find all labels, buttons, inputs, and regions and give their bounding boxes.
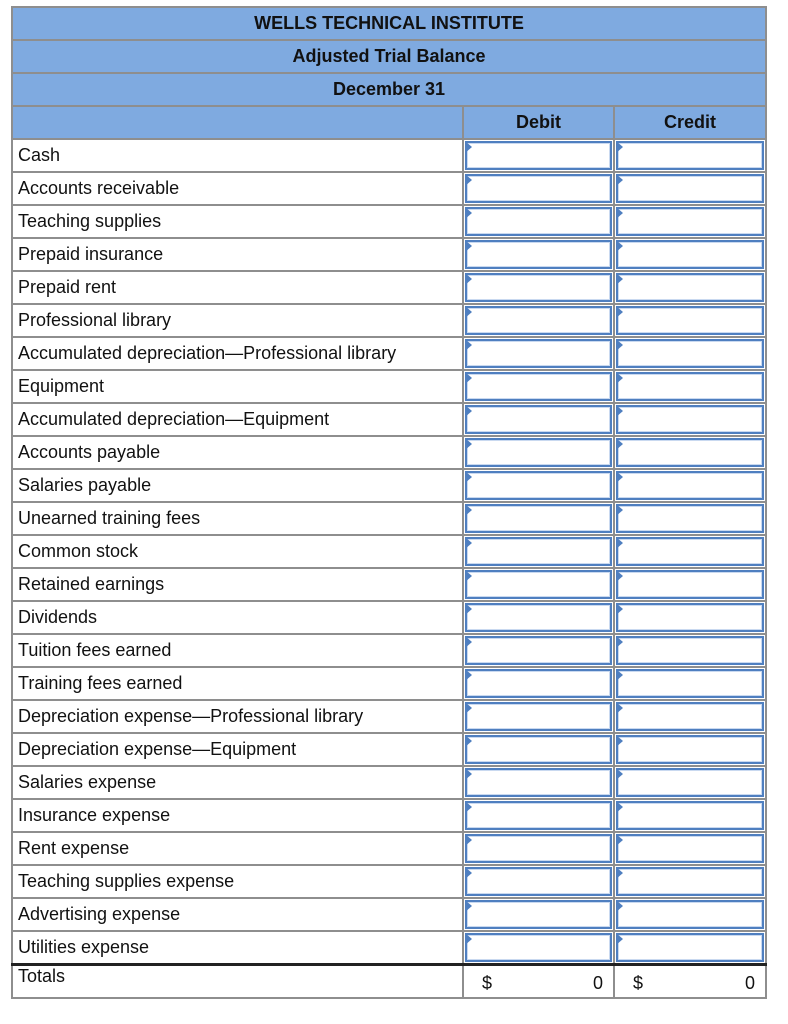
account-column-header [12, 106, 463, 139]
input-marker-icon [616, 570, 623, 582]
debit-input[interactable] [465, 636, 612, 665]
input-marker-icon [465, 306, 472, 318]
account-row [12, 667, 766, 700]
credit-input[interactable] [616, 570, 764, 599]
input-marker-icon [465, 207, 472, 219]
account-row [12, 271, 766, 304]
input-marker-icon [465, 141, 472, 153]
input-marker-icon [616, 405, 623, 417]
debit-input[interactable] [465, 372, 612, 401]
account-name: Accounts receivable [12, 172, 463, 205]
input-marker-icon [616, 867, 623, 879]
account-row [12, 766, 766, 799]
credit-input[interactable] [616, 504, 764, 533]
credit-input[interactable] [616, 306, 764, 335]
account-name: Rent expense [12, 832, 463, 865]
input-marker-icon [616, 339, 623, 351]
account-row [12, 205, 766, 238]
input-marker-icon [465, 471, 472, 483]
account-row [12, 799, 766, 832]
credit-input[interactable] [616, 636, 764, 665]
input-marker-icon [465, 174, 472, 186]
account-row [12, 370, 766, 403]
input-marker-icon [465, 438, 472, 450]
account-row [12, 634, 766, 667]
input-marker-icon [616, 240, 623, 252]
debit-input[interactable] [465, 405, 612, 434]
account-name: Advertising expense [12, 898, 463, 931]
debit-input[interactable] [465, 933, 612, 962]
debit-input[interactable] [465, 702, 612, 731]
account-name: Depreciation expense—Equipment [12, 733, 463, 766]
account-row [12, 535, 766, 568]
input-marker-icon [465, 768, 472, 780]
credit-input[interactable] [616, 273, 764, 302]
credit-input[interactable] [616, 834, 764, 863]
account-name: Tuition fees earned [12, 634, 463, 667]
account-name: Utilities expense [12, 931, 463, 965]
debit-input[interactable] [465, 438, 612, 467]
input-marker-icon [616, 603, 623, 615]
credit-input[interactable] [616, 669, 764, 698]
debit-input[interactable] [465, 603, 612, 632]
debit-input[interactable] [465, 834, 612, 863]
credit-input[interactable] [616, 768, 764, 797]
account-name: Insurance expense [12, 799, 463, 832]
account-row [12, 865, 766, 898]
debit-input[interactable] [465, 273, 612, 302]
input-marker-icon [616, 471, 623, 483]
credit-input[interactable] [616, 801, 764, 830]
debit-currency: $ [482, 973, 493, 993]
debit-input[interactable] [465, 900, 612, 929]
input-marker-icon [465, 240, 472, 252]
debit-input[interactable] [465, 735, 612, 764]
account-name: Prepaid rent [12, 271, 463, 304]
account-row [12, 601, 766, 634]
account-name: Common stock [12, 535, 463, 568]
debit-input[interactable] [465, 207, 612, 236]
credit-total: 0 [745, 973, 756, 993]
input-marker-icon [616, 933, 623, 945]
account-name: Accumulated depreciation—Equipment [12, 403, 463, 436]
debit-input[interactable] [465, 339, 612, 368]
statement-title: Adjusted Trial Balance [12, 40, 766, 73]
credit-input[interactable] [616, 735, 764, 764]
input-marker-icon [465, 405, 472, 417]
debit-input[interactable] [465, 669, 612, 698]
account-row [12, 139, 766, 172]
debit-input[interactable] [465, 504, 612, 533]
input-marker-icon [465, 636, 472, 648]
account-row [12, 832, 766, 865]
input-marker-icon [616, 273, 623, 285]
credit-input[interactable] [616, 471, 764, 500]
debit-input[interactable] [465, 141, 612, 170]
credit-input[interactable] [616, 207, 764, 236]
credit-input[interactable] [616, 405, 764, 434]
totals-row [12, 965, 766, 999]
account-row [12, 436, 766, 469]
account-row [12, 304, 766, 337]
input-marker-icon [616, 504, 623, 516]
account-row [12, 337, 766, 370]
input-marker-icon [465, 801, 472, 813]
input-marker-icon [465, 603, 472, 615]
account-name: Professional library [12, 304, 463, 337]
totals-label: Totals [12, 965, 463, 999]
account-name: Depreciation expense—Professional library [12, 700, 463, 733]
company-name: WELLS TECHNICAL INSTITUTE [12, 7, 766, 40]
debit-column-header: Debit [463, 106, 614, 139]
account-row [12, 568, 766, 601]
credit-input[interactable] [616, 141, 764, 170]
account-row [12, 733, 766, 766]
account-name: Retained earnings [12, 568, 463, 601]
credit-input[interactable] [616, 240, 764, 269]
input-marker-icon [616, 306, 623, 318]
account-name: Prepaid insurance [12, 238, 463, 271]
input-marker-icon [465, 702, 472, 714]
statement-date: December 31 [12, 73, 766, 106]
account-name: Training fees earned [12, 667, 463, 700]
debit-input[interactable] [465, 867, 612, 896]
input-marker-icon [616, 669, 623, 681]
account-name: Cash [12, 139, 463, 172]
input-marker-icon [465, 933, 472, 945]
debit-input[interactable] [465, 471, 612, 500]
input-marker-icon [465, 339, 472, 351]
input-marker-icon [616, 537, 623, 549]
debit-input[interactable] [465, 306, 612, 335]
account-name: Accumulated depreciation—Professional library [12, 337, 463, 370]
account-row [12, 403, 766, 436]
credit-input[interactable] [616, 603, 764, 632]
debit-total: 0 [592, 973, 603, 993]
input-marker-icon [465, 570, 472, 582]
account-name: Accounts payable [12, 436, 463, 469]
input-marker-icon [616, 174, 623, 186]
debit-input[interactable] [465, 801, 612, 830]
input-marker-icon [465, 867, 472, 879]
account-row [12, 172, 766, 205]
credit-input[interactable] [616, 867, 764, 896]
input-marker-icon [465, 372, 472, 384]
credit-input[interactable] [616, 174, 764, 203]
account-name: Teaching supplies expense [12, 865, 463, 898]
input-marker-icon [465, 669, 472, 681]
input-marker-icon [465, 504, 472, 516]
input-marker-icon [616, 900, 623, 912]
account-name: Dividends [12, 601, 463, 634]
credit-input[interactable] [616, 900, 764, 929]
account-row [12, 931, 766, 965]
account-name: Unearned training fees [12, 502, 463, 535]
account-name: Equipment [12, 370, 463, 403]
debit-input[interactable] [465, 240, 612, 269]
credit-input[interactable] [616, 537, 764, 566]
input-marker-icon [616, 141, 623, 153]
input-marker-icon [616, 438, 623, 450]
debit-input[interactable] [465, 768, 612, 797]
credit-currency: $ [633, 973, 644, 993]
debit-input[interactable] [465, 174, 612, 203]
account-name: Salaries expense [12, 766, 463, 799]
input-marker-icon [616, 207, 623, 219]
input-marker-icon [465, 735, 472, 747]
account-row [12, 469, 766, 502]
account-row [12, 238, 766, 271]
input-marker-icon [616, 372, 623, 384]
debit-input[interactable] [465, 537, 612, 566]
credit-input[interactable] [616, 339, 764, 368]
account-row [12, 898, 766, 931]
input-marker-icon [616, 636, 623, 648]
account-row [12, 700, 766, 733]
credit-input[interactable] [616, 702, 764, 731]
input-marker-icon [616, 768, 623, 780]
account-row [12, 502, 766, 535]
credit-input[interactable] [616, 438, 764, 467]
account-name: Teaching supplies [12, 205, 463, 238]
input-marker-icon [465, 834, 472, 846]
input-marker-icon [616, 801, 623, 813]
input-marker-icon [616, 702, 623, 714]
input-marker-icon [465, 537, 472, 549]
credit-column-header: Credit [614, 106, 766, 139]
credit-input[interactable] [616, 933, 764, 962]
input-marker-icon [616, 834, 623, 846]
account-name: Salaries payable [12, 469, 463, 502]
input-marker-icon [465, 273, 472, 285]
input-marker-icon [616, 735, 623, 747]
adjusted-trial-balance-table [11, 6, 767, 999]
credit-input[interactable] [616, 372, 764, 401]
input-marker-icon [465, 900, 472, 912]
debit-input[interactable] [465, 570, 612, 599]
